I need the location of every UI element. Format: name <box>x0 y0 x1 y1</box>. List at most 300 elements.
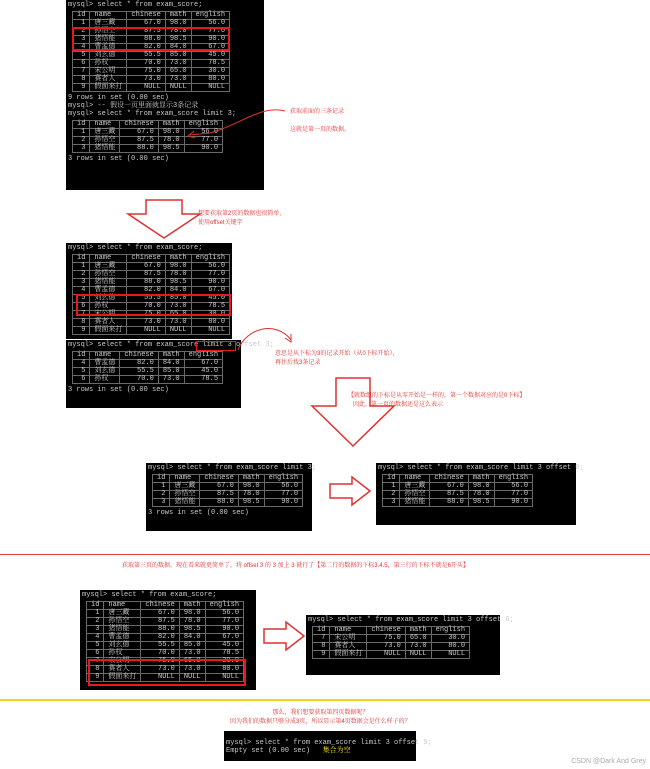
table-cell: 88.0 <box>127 279 165 287</box>
table-cell: 7 <box>87 658 104 666</box>
table-cell: 孙悟空 <box>90 271 127 279</box>
terminal-window-2 <box>66 243 232 339</box>
down-arrow-icon <box>124 198 204 240</box>
column-header: chinese <box>120 121 158 129</box>
table-cell: 6 <box>73 376 90 384</box>
table-cell: 75.0 <box>367 635 405 643</box>
table-cell: 6 <box>73 60 90 68</box>
table-cell: 6 <box>73 303 90 311</box>
table-cell: NULL <box>165 327 191 335</box>
table-row <box>73 376 223 384</box>
annotation-note: 获取前面的三条记录 这就是第一页的数据。 <box>290 109 351 133</box>
table-cell: 84.0 <box>165 44 191 52</box>
table-cell: 88.0 <box>200 499 238 507</box>
column-header: english <box>494 475 532 483</box>
column-header: chinese <box>141 602 179 610</box>
annotation-note: 那么，我们想要获取第四页数据呢？ 因为我们的数据只够分成3页，所以显示第4页数据会是什么样子的？ <box>230 710 411 725</box>
column-header: chinese <box>367 627 405 635</box>
command-line: mysql> select * from exam_score limit 3 offset 9; <box>226 739 432 747</box>
table-cell: 1 <box>73 129 90 137</box>
command-line: mysql> select * from exam_score; <box>82 591 217 599</box>
table-cell: 77.0 <box>264 491 302 499</box>
table-cell: 刘玄德 <box>90 52 127 60</box>
table-cell: 82.0 <box>127 44 165 52</box>
table-cell: 87.5 <box>127 28 165 36</box>
table-cell: 猪悟能 <box>400 499 430 507</box>
table-cell: 4 <box>87 634 104 642</box>
table-cell: 宋公明 <box>104 658 141 666</box>
table-cell: 88.0 <box>430 499 468 507</box>
result-table <box>382 474 533 507</box>
table-cell: 赛者人 <box>330 643 367 651</box>
table-cell: 2 <box>153 491 170 499</box>
table-cell: 4 <box>73 44 90 52</box>
table-cell: 98.5 <box>238 499 264 507</box>
command-line: mysql> select * from exam_score limit 3; <box>68 110 237 118</box>
result-table <box>152 474 303 507</box>
table-cell: 98.0 <box>165 20 191 28</box>
result-table <box>72 11 230 92</box>
table-cell: 宋公明 <box>330 635 367 643</box>
result-footer: 3 rows in set (0.00 sec) <box>148 509 249 517</box>
table-cell: 98.0 <box>165 263 191 271</box>
table-cell: 曹孟德 <box>90 360 120 368</box>
table-cell: 3 <box>153 499 170 507</box>
table-cell: 75.0 <box>141 658 179 666</box>
table-cell: 5 <box>87 642 104 650</box>
terminal-window-4 <box>146 463 317 531</box>
table-cell: 98.5 <box>165 279 191 287</box>
table-cell: 9 <box>73 327 90 335</box>
table-cell: NULL <box>127 84 165 92</box>
table-cell: 1 <box>383 483 400 491</box>
table-cell: 56.0 <box>264 483 302 491</box>
table-cell: 刘玄德 <box>104 642 141 650</box>
right-arrow-icon <box>262 621 306 651</box>
table-cell: 唐三藏 <box>90 20 127 28</box>
table-cell: 73.0 <box>165 303 191 311</box>
table-cell: 67.0 <box>200 483 238 491</box>
table-cell: 87.5 <box>200 491 238 499</box>
table-cell: 78.0 <box>238 491 264 499</box>
table-cell: 98.5 <box>158 145 184 153</box>
table-cell: 猪悟能 <box>104 626 141 634</box>
table-cell: 67.0 <box>191 287 229 295</box>
table-cell: 88.0 <box>127 36 165 44</box>
table-cell: 8 <box>313 643 330 651</box>
terminal-window-5 <box>376 463 584 525</box>
table-row <box>313 651 470 659</box>
table-row <box>73 327 230 335</box>
table-cell: NULL <box>191 84 229 92</box>
table-cell: 82.0 <box>127 287 165 295</box>
result-line <box>226 747 414 755</box>
result-footer: 9 rows in set (0.00 sec) <box>68 94 169 102</box>
table-cell: 73.0 <box>127 319 165 327</box>
table-cell: 孙悟空 <box>104 618 141 626</box>
table-cell: 90.0 <box>191 36 229 44</box>
highlight-box <box>76 294 231 316</box>
table-cell: 孙权 <box>104 650 141 658</box>
table-cell: 5 <box>73 295 90 303</box>
table-cell: 56.0 <box>494 483 532 491</box>
table-cell: 3 <box>73 279 90 287</box>
table-cell: 56.0 <box>191 20 229 28</box>
column-header: name <box>90 352 120 360</box>
table-cell: 85.0 <box>179 642 205 650</box>
table-cell: 90.0 <box>205 626 243 634</box>
table-cell: 70.0 <box>127 303 165 311</box>
command-line: mysql> select * from exam_score; <box>68 244 203 252</box>
table-cell: 2 <box>73 137 90 145</box>
table-cell: 假面来打 <box>90 84 127 92</box>
column-header: id <box>87 602 104 610</box>
table-cell: 1 <box>153 483 170 491</box>
table-cell: 56.0 <box>184 129 222 137</box>
table-cell: 65.0 <box>179 658 205 666</box>
table-cell: 75.0 <box>127 68 165 76</box>
table-cell: 73.0 <box>179 650 205 658</box>
table-cell: 5 <box>73 368 90 376</box>
column-header: name <box>90 255 127 263</box>
table-cell: 7 <box>313 635 330 643</box>
column-header: id <box>73 121 90 129</box>
table-cell: 88.0 <box>141 626 179 634</box>
table-cell: 77.0 <box>494 491 532 499</box>
table-cell: 3 <box>383 499 400 507</box>
table-cell: NULL <box>205 674 243 682</box>
table-cell: 73.0 <box>165 76 191 84</box>
column-header: id <box>73 12 90 20</box>
table-cell: 70.0 <box>120 376 158 384</box>
table-cell: 3 <box>87 626 104 634</box>
table-cell: 5 <box>73 52 90 60</box>
column-header: name <box>104 602 141 610</box>
table-cell: 8 <box>73 319 90 327</box>
section-divider <box>0 699 650 701</box>
column-header: english <box>205 602 243 610</box>
table-row <box>73 145 223 153</box>
table-cell: 98.0 <box>468 483 494 491</box>
table-cell: 85.0 <box>165 295 191 303</box>
column-header: chinese <box>127 255 165 263</box>
command-line: mysql> select * from exam_score limit 3 offset 3; <box>68 341 274 349</box>
table-cell: 唐三藏 <box>90 263 127 271</box>
table-cell: 赛者人 <box>90 319 127 327</box>
column-header: math <box>165 255 191 263</box>
table-cell: 假面来打 <box>330 651 367 659</box>
table-cell: 3 <box>73 145 90 153</box>
column-header: english <box>264 475 302 483</box>
table-cell: 67.0 <box>430 483 468 491</box>
table-cell: 70.0 <box>141 650 179 658</box>
table-cell: NULL <box>179 674 205 682</box>
table-cell: 55.5 <box>141 642 179 650</box>
table-cell: 猪悟能 <box>90 36 127 44</box>
table-cell: 78.5 <box>205 650 243 658</box>
highlight-box <box>72 27 230 51</box>
table-cell: 73.0 <box>165 60 191 68</box>
section-divider <box>0 554 650 555</box>
column-header: math <box>238 475 264 483</box>
table-cell: 唐三藏 <box>90 129 120 137</box>
terminal-window-8 <box>224 731 432 761</box>
table-cell: 78.0 <box>179 618 205 626</box>
table-cell: 刘玄德 <box>90 295 127 303</box>
column-header: math <box>468 475 494 483</box>
table-cell: 8 <box>87 666 104 674</box>
column-header: english <box>191 12 229 20</box>
table-cell: 78.0 <box>165 271 191 279</box>
annotation-note: 意思是从下标为3的记录开始（从0下标开始）， 再往后找3条记录 <box>275 351 399 366</box>
column-header: name <box>170 475 200 483</box>
column-header: chinese <box>120 352 158 360</box>
column-header: name <box>90 121 120 129</box>
table-cell: 孙权 <box>90 60 127 68</box>
table-cell: 98.0 <box>158 129 184 137</box>
column-header: id <box>383 475 400 483</box>
column-header: id <box>153 475 170 483</box>
table-cell: 73.0 <box>127 76 165 84</box>
table-cell: 30.0 <box>205 658 243 666</box>
table-cell: 98.5 <box>179 626 205 634</box>
table-cell: 猪悟能 <box>170 499 200 507</box>
table-cell: 刘玄德 <box>90 368 120 376</box>
column-header: chinese <box>430 475 468 483</box>
result-footer: 3 rows in set (0.00 sec) <box>68 386 169 394</box>
comment-line: mysql> -- 假设一页里面就显示3条记录 <box>68 102 199 110</box>
terminal-window-7 <box>306 615 514 675</box>
table-cell: 1 <box>73 263 90 271</box>
table-cell: 孙悟空 <box>90 28 127 36</box>
table-cell: 45.0 <box>191 295 229 303</box>
table-cell: 80.0 <box>191 319 229 327</box>
table-cell: 78.5 <box>184 376 222 384</box>
table-cell: NULL <box>127 327 165 335</box>
table-cell: 67.0 <box>141 610 179 618</box>
table-cell: 98.0 <box>238 483 264 491</box>
table-cell: 45.0 <box>205 642 243 650</box>
table-cell: 78.0 <box>165 28 191 36</box>
table-cell: 8 <box>73 76 90 84</box>
table-cell: 70.0 <box>127 60 165 68</box>
table-cell: 80.0 <box>205 666 243 674</box>
table-cell: 猪悟能 <box>90 145 120 153</box>
table-cell: 82.0 <box>120 360 158 368</box>
table-cell: 孙悟空 <box>400 491 430 499</box>
table-cell: 9 <box>87 674 104 682</box>
table-cell: 孙权 <box>90 376 120 384</box>
column-header: english <box>184 352 222 360</box>
table-cell: 曹孟德 <box>90 44 127 52</box>
table-cell: NULL <box>367 651 405 659</box>
result-footer: 3 rows in set (0.00 sec) <box>68 155 169 163</box>
column-header: chinese <box>200 475 238 483</box>
table-cell: 56.0 <box>191 263 229 271</box>
table-cell: 2 <box>73 271 90 279</box>
table-cell: 6 <box>87 650 104 658</box>
column-header: name <box>90 12 127 20</box>
table-cell: 87.5 <box>120 137 158 145</box>
table-cell: NULL <box>405 651 431 659</box>
table-cell: 7 <box>73 68 90 76</box>
table-cell: 孙悟空 <box>170 491 200 499</box>
command-line: mysql> select * from exam_score; <box>68 1 203 9</box>
column-header: id <box>313 627 330 635</box>
table-cell: 孙权 <box>90 303 127 311</box>
table-cell: 2 <box>87 618 104 626</box>
table-cell: 84.0 <box>179 634 205 642</box>
table-cell: 赛者人 <box>104 666 141 674</box>
table-cell: 78.5 <box>191 60 229 68</box>
table-cell: 67.0 <box>191 44 229 52</box>
table-cell: 赛者人 <box>90 76 127 84</box>
table-cell: 67.0 <box>120 129 158 137</box>
command-line: mysql> select * from exam_score limit 3 offset 0; <box>378 464 584 472</box>
table-cell: 假面来打 <box>104 674 141 682</box>
table-cell: 67.0 <box>127 263 165 271</box>
column-header: chinese <box>127 12 165 20</box>
table-row <box>383 499 533 507</box>
table-cell: 2 <box>383 491 400 499</box>
table-row <box>153 499 303 507</box>
table-cell: 55.5 <box>120 368 158 376</box>
annotation-note: 获取第三页的数据。现在看来就更简单了。将 offset 3 的 3 加上 3 就行了【第二行的数据的下标3.4.5，第三行的下标不就是6开头】 <box>122 563 469 569</box>
table-cell: 73.0 <box>158 376 184 384</box>
table-cell: NULL <box>165 84 191 92</box>
table-cell: 4 <box>73 287 90 295</box>
highlight-label: 集合为空 <box>322 747 351 754</box>
table-cell: NULL <box>141 674 179 682</box>
annotation-note: 想要获取第2页的数据也很简单, 使用offset关键字 <box>198 211 282 226</box>
table-cell: 65.0 <box>165 311 191 319</box>
column-header: name <box>330 627 367 635</box>
table-cell: 90.0 <box>494 499 532 507</box>
table-cell: 73.0 <box>179 666 205 674</box>
table-row <box>73 84 230 92</box>
table-cell: 唐三藏 <box>170 483 200 491</box>
table-cell: 1 <box>87 610 104 618</box>
result-table <box>312 626 470 659</box>
table-cell: 73.0 <box>165 319 191 327</box>
table-cell: 宋公明 <box>90 311 127 319</box>
table-cell: 87.5 <box>141 618 179 626</box>
table-cell: 73.0 <box>405 643 431 651</box>
column-header: english <box>184 121 222 129</box>
table-cell: 77.0 <box>191 271 229 279</box>
table-cell: 30.0 <box>191 311 229 319</box>
annotation-note: 【就数组的下标是从零开始是一样的，第一个数据对应的是0下标】 因此，第一页的数据还是这么表示 <box>348 393 526 408</box>
table-cell: 78.5 <box>191 303 229 311</box>
table-cell: 67.0 <box>127 20 165 28</box>
table-cell: 90.0 <box>184 145 222 153</box>
table-cell: 90.0 <box>264 499 302 507</box>
table-cell: 假面来打 <box>90 327 127 335</box>
table-cell: 77.0 <box>205 618 243 626</box>
highlight-box <box>88 659 246 686</box>
table-cell: 98.5 <box>165 36 191 44</box>
table-cell: 2 <box>73 28 90 36</box>
table-cell: 45.0 <box>184 368 222 376</box>
table-cell: 80.0 <box>431 643 469 651</box>
table-cell: 84.0 <box>165 287 191 295</box>
table-cell: 90.0 <box>191 279 229 287</box>
table-cell: NULL <box>191 327 229 335</box>
column-header: math <box>405 627 431 635</box>
table-cell: 9 <box>73 84 90 92</box>
table-cell: 宋公明 <box>90 68 127 76</box>
table-cell: 曹孟德 <box>90 287 127 295</box>
column-header: id <box>73 255 90 263</box>
table-cell: 87.5 <box>430 491 468 499</box>
right-arrow-icon <box>328 476 372 506</box>
table-cell: 7 <box>73 311 90 319</box>
table-cell: NULL <box>431 651 469 659</box>
column-header: math <box>158 352 184 360</box>
column-header: math <box>158 121 184 129</box>
table-cell: 55.5 <box>127 52 165 60</box>
table-cell: 56.0 <box>205 610 243 618</box>
table-cell: 猪悟能 <box>90 279 127 287</box>
table-cell: 67.0 <box>205 634 243 642</box>
column-header: name <box>400 475 430 483</box>
command-line: mysql> select * from exam_score limit 3; <box>148 464 317 472</box>
table-cell: 73.0 <box>367 643 405 651</box>
table-cell: 84.0 <box>158 360 184 368</box>
table-cell: 65.0 <box>165 68 191 76</box>
curved-arrow-icon <box>180 105 290 145</box>
table-cell: 曹孟德 <box>104 634 141 642</box>
table-cell: 孙悟空 <box>90 137 120 145</box>
table-cell: 98.0 <box>179 610 205 618</box>
table-cell: 85.0 <box>165 52 191 60</box>
table-cell: 98.5 <box>468 499 494 507</box>
table-cell: 65.0 <box>405 635 431 643</box>
table-cell: 73.0 <box>141 666 179 674</box>
table-cell: 45.0 <box>191 52 229 60</box>
table-cell: 唐三藏 <box>400 483 430 491</box>
table-cell: 77.0 <box>184 137 222 145</box>
table-cell: 82.0 <box>141 634 179 642</box>
table-cell: 4 <box>73 360 90 368</box>
table-cell: 9 <box>313 651 330 659</box>
table-cell: 80.0 <box>191 76 229 84</box>
table-cell: 78.0 <box>468 491 494 499</box>
table-cell: 唐三藏 <box>104 610 141 618</box>
column-header: english <box>431 627 469 635</box>
table-cell: 1 <box>73 20 90 28</box>
column-header: math <box>179 602 205 610</box>
column-header: english <box>191 255 229 263</box>
command-line: mysql> select * from exam_score limit 3 offset 6; <box>308 616 514 624</box>
table-cell: 30.0 <box>431 635 469 643</box>
empty-set-text: Empty set (0.00 sec) <box>226 747 311 755</box>
highlight-box <box>196 341 236 351</box>
table-cell: 88.0 <box>120 145 158 153</box>
table-cell: 78.0 <box>158 137 184 145</box>
table-cell: 67.0 <box>184 360 222 368</box>
table-cell: 85.0 <box>158 368 184 376</box>
table-cell: 30.0 <box>191 68 229 76</box>
result-table <box>72 351 223 384</box>
table-cell: 87.5 <box>127 271 165 279</box>
table-cell: 75.0 <box>127 311 165 319</box>
table-cell: 55.5 <box>127 295 165 303</box>
table-cell: 3 <box>73 36 90 44</box>
column-header: id <box>73 352 90 360</box>
down-arrow-icon <box>308 376 398 448</box>
table-cell: 77.0 <box>191 28 229 36</box>
